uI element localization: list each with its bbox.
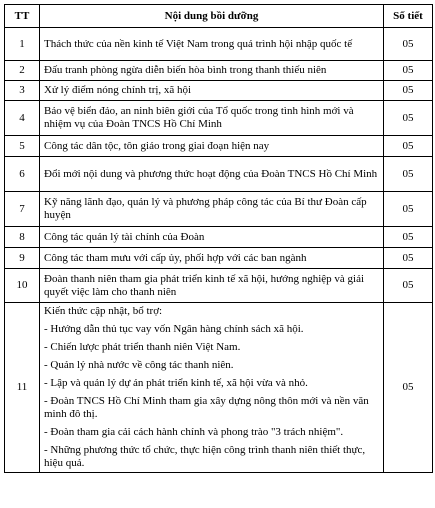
row-content: Xử lý điểm nóng chính trị, xã hội <box>40 81 384 101</box>
row-lesson-count: 05 <box>384 248 433 269</box>
row-content: Đấu tranh phòng ngừa diễn biến hòa bình trong thanh thiếu niên <box>40 61 384 81</box>
row-lesson-count: 05 <box>384 303 433 473</box>
row-content: Công tác quản lý tài chính của Đoàn <box>40 227 384 248</box>
row-content-item: - Quản lý nhà nước về công tác thanh niên. <box>44 359 234 371</box>
row-content-item: - Đoàn TNCS Hồ Chí Minh tham gia xây dựng nông thôn mới và nền văn minh đô thị. <box>44 395 369 420</box>
row-number: 11 <box>5 303 40 473</box>
row-lesson-count: 05 <box>384 61 433 81</box>
table-row <box>5 101 433 136</box>
header-number: TT <box>5 5 40 28</box>
row-number: 9 <box>5 248 40 269</box>
row-number: 3 <box>5 81 40 101</box>
row-content: Công tác tham mưu với cấp ủy, phối hợp với các ban ngành <box>40 248 384 269</box>
training-content-table <box>4 4 433 473</box>
row-content-item: - Đoàn tham gia cải cách hành chính và phong trào "3 trách nhiệm". <box>44 426 344 438</box>
table-row <box>5 192 433 227</box>
table-row <box>5 136 433 157</box>
row-lesson-count: 05 <box>384 136 433 157</box>
row-lesson-count: 05 <box>384 28 433 61</box>
table-row <box>5 81 433 101</box>
row-content-heading: Kiến thức cập nhật, bổ trợ: <box>44 305 163 317</box>
row-number: 6 <box>5 157 40 192</box>
row-lesson-count: 05 <box>384 192 433 227</box>
table-row <box>5 157 433 192</box>
header-content: Nội dung bồi dưỡng <box>40 5 384 28</box>
row-content: Công tác dân tộc, tôn giáo trong giai đoạn hiện nay <box>40 136 384 157</box>
row-content-item: - Hướng dẫn thủ tục vay vốn Ngân hàng chính sách xã hội. <box>44 323 304 335</box>
row-content: Đổi mới nội dung và phương thức hoạt động của Đoàn TNCS Hồ Chí Minh <box>40 157 384 192</box>
table-row <box>5 227 433 248</box>
row-lesson-count: 05 <box>384 157 433 192</box>
row-number: 10 <box>5 269 40 303</box>
row-content <box>40 303 384 473</box>
table-row <box>5 269 433 303</box>
table-row <box>5 28 433 61</box>
row-number: 5 <box>5 136 40 157</box>
table-row <box>5 248 433 269</box>
row-number: 1 <box>5 28 40 61</box>
row-content: Đoàn thanh niên tham gia phát triển kinh tế xã hội, hướng nghiệp và giải quyết việc làm cho thanh niên <box>40 269 384 303</box>
row-content-item: - Chiến lược phát triển thanh niên Việt Nam. <box>44 341 241 353</box>
row-content: Kỹ năng lãnh đạo, quản lý và phương pháp công tác của Bí thư Đoàn cấp huyện <box>40 192 384 227</box>
row-content-item: - Những phương thức tổ chức, thực hiện công trình thanh niên thiết thực, hiệu quả. <box>44 444 366 469</box>
row-lesson-count: 05 <box>384 101 433 136</box>
row-lesson-count: 05 <box>384 81 433 101</box>
table-header-row <box>5 5 433 28</box>
row-lesson-count: 05 <box>384 227 433 248</box>
row-number: 7 <box>5 192 40 227</box>
row-content: Thách thức của nền kinh tế Việt Nam trong quá trình hội nhập quốc tế <box>40 28 384 61</box>
row-number: 8 <box>5 227 40 248</box>
table-row <box>5 61 433 81</box>
row-lesson-count: 05 <box>384 269 433 303</box>
row-content-item: - Lập và quản lý dự án phát triển kinh tế, xã hội vừa và nhỏ. <box>44 377 308 389</box>
row-number: 2 <box>5 61 40 81</box>
table-row <box>5 303 433 473</box>
header-lesson-count: Số tiết <box>384 5 433 28</box>
row-number: 4 <box>5 101 40 136</box>
row-content: Bảo vệ biển đảo, an ninh biên giới của Tổ quốc trong tình hình mới và nhiệm vụ của Đoàn TNCS Hồ Chí Minh <box>40 101 384 136</box>
